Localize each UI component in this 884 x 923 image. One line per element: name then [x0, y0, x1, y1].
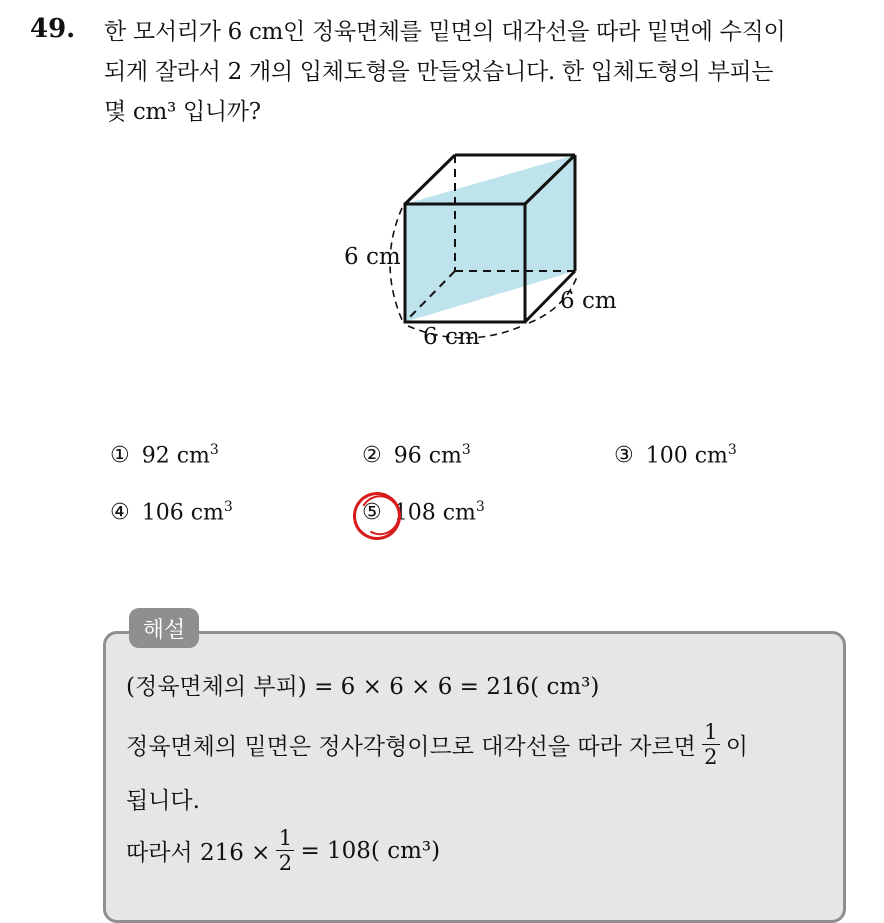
- fraction: [276, 826, 294, 875]
- choice-value: 108 $cm^3$: [393, 499, 485, 526]
- solution-line-1: (정육면체의 부피) = 6 × 6 × 6 = 216( cm³): [126, 674, 600, 700]
- solution-line-2: [126, 720, 748, 769]
- question-number: 49.: [30, 14, 76, 44]
- solution-text: 정육면체의 밑면은 정사각형이므로 대각선을 따라 자르면: [126, 734, 696, 760]
- question-line: 몇 cm³ 입니까?: [104, 99, 261, 125]
- choice-4[interactable]: [110, 499, 233, 525]
- width-label: 6 cm: [423, 324, 480, 350]
- choice-value: 92 $cm^3$: [141, 442, 219, 469]
- question-line: 되게 잘라서 2 개의 입체도형을 만들었습니다. 한 입체도형의 부피는: [104, 59, 774, 85]
- choice-value: 106 $cm^3$: [141, 499, 233, 526]
- solution-line-4: [126, 826, 440, 875]
- question-text: [104, 12, 874, 132]
- question-line: 한 모서리가 6 cm인 정육면체를 밑면의 대각선을 따라 밑면에 수직이: [104, 19, 786, 45]
- fraction-denominator: 2: [704, 745, 718, 769]
- solution-suffix: = 108( cm³): [300, 837, 441, 864]
- choice-value: 100 $cm^3$: [645, 442, 737, 469]
- depth-label: 6 cm: [560, 288, 617, 314]
- fraction-numerator: 1: [278, 826, 293, 850]
- solution-tag: 해설: [129, 608, 199, 648]
- choice-marker: ④: [110, 499, 130, 525]
- height-label: 6 cm: [344, 244, 401, 270]
- choice-value: 96 $cm^3$: [393, 442, 471, 469]
- choice-marker: ①: [110, 442, 130, 468]
- cube-figure: [330, 140, 650, 374]
- answer-circle-mark: [348, 487, 407, 546]
- choice-marker: ⑤: [362, 499, 382, 525]
- solution-suffix: 이: [725, 734, 749, 760]
- solution-line-3: 됩니다.: [126, 788, 200, 814]
- fraction: [702, 720, 720, 769]
- fraction-denominator: 2: [278, 851, 293, 875]
- choice-1[interactable]: [110, 442, 219, 468]
- choice-marker: ③: [614, 442, 634, 468]
- fraction-numerator: 1: [704, 720, 718, 744]
- choice-3[interactable]: [614, 442, 737, 468]
- solution-prefix: 따라서 216 ×: [126, 840, 271, 866]
- choice-2[interactable]: [362, 442, 471, 468]
- choice-marker: ②: [362, 442, 382, 468]
